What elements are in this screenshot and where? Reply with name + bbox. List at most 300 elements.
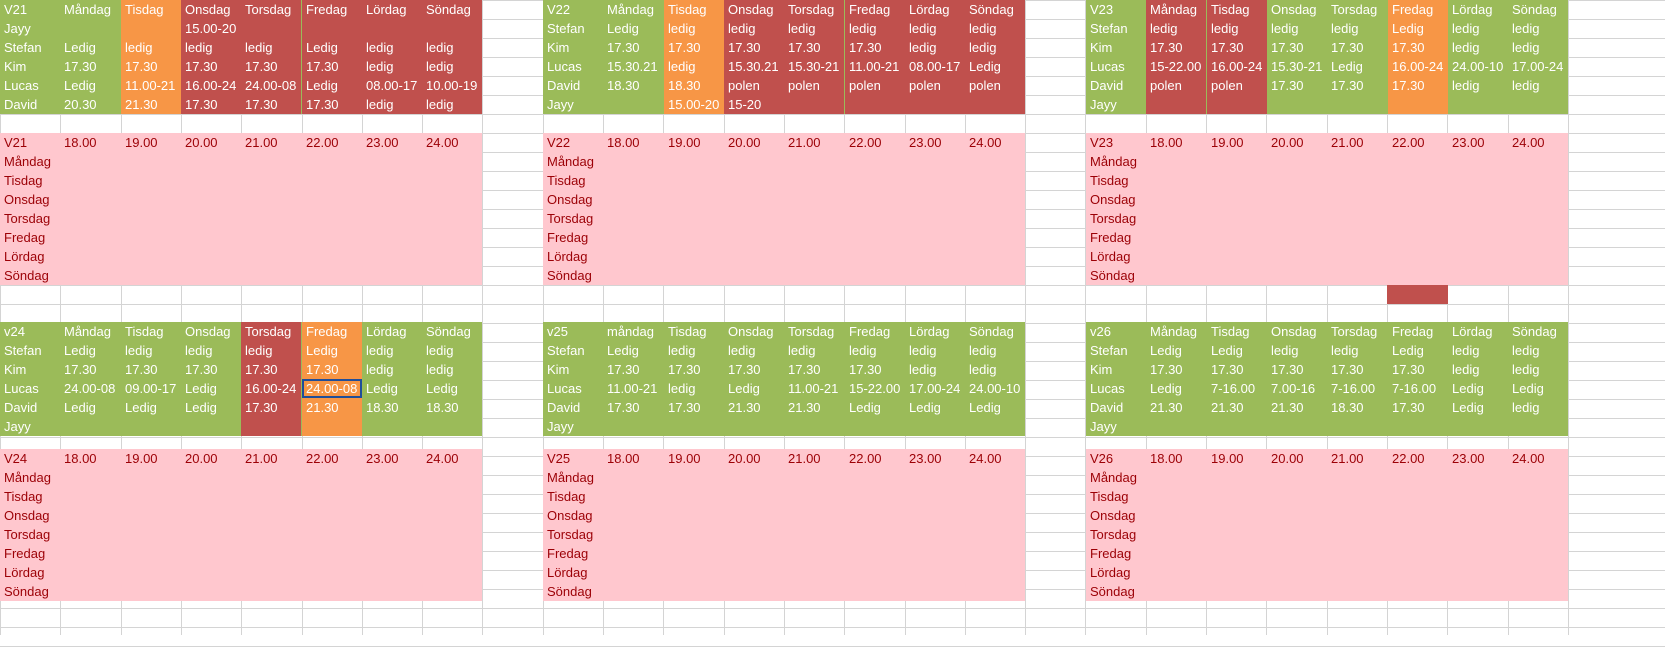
weekday-label-cell[interactable]: Tisdag [4,489,43,504]
shift-cell[interactable]: 21.30 [728,400,761,415]
selected-shift-cell[interactable]: 24.00-08 [302,379,362,398]
shift-cell[interactable]: 17.30 [185,362,218,377]
shift-cell[interactable]: ledig [245,40,273,55]
shift-cell[interactable]: 17.30 [1392,78,1425,93]
shift-cell[interactable]: ledig [1512,21,1540,36]
shift-cell[interactable]: Ledig [969,59,1001,74]
shift-cell[interactable]: ledig [849,343,877,358]
shift-cell[interactable]: 24.00-08 [64,381,116,396]
hour-header-cell[interactable]: 20.00 [185,135,218,150]
shift-cell[interactable]: ledig [185,343,213,358]
shift-cell[interactable]: 17.30 [185,59,218,74]
person-name-cell[interactable]: Kim [1090,362,1113,377]
shift-cell[interactable] [1207,417,1267,436]
day-header-cell[interactable]: Lördag [909,2,950,17]
shift-cell[interactable]: 15.00-20 [668,97,720,112]
day-header-cell[interactable]: Fredag [1392,2,1434,17]
person-name-cell[interactable]: Lucas [1090,381,1125,396]
weekday-label-cell[interactable]: Lördag [4,249,45,264]
shift-cell[interactable]: Ledig [306,40,338,55]
shift-cell[interactable]: 21.30 [788,400,821,415]
person-name-cell[interactable]: Jayy [4,21,31,36]
day-header-cell[interactable]: Fredag [849,2,891,17]
shift-cell[interactable]: 15-22.00 [849,381,901,396]
shift-cell[interactable]: ledig [909,40,937,55]
weekday-label-cell[interactable]: Måndag [1090,154,1137,169]
shift-cell[interactable]: ledig [1512,400,1540,415]
shift-cell[interactable]: ledig [1331,343,1359,358]
shift-cell[interactable] [1327,95,1387,114]
highlighted-empty-cell[interactable] [1387,285,1448,304]
weekday-label-cell[interactable]: Onsdag [4,192,50,207]
shift-cell[interactable]: 15-22.00 [1150,59,1202,74]
day-header-cell[interactable]: Måndag [607,2,654,17]
shift-cell[interactable]: 17.30 [1211,40,1244,55]
hour-week-label-cell[interactable]: V26 [1090,451,1114,466]
shift-cell[interactable]: 17.30 [1331,362,1364,377]
shift-cell[interactable] [1146,417,1206,436]
shift-cell[interactable] [60,19,120,38]
shift-cell[interactable]: ledig [426,97,454,112]
weekday-label-cell[interactable]: Torsdag [4,211,51,226]
person-name-cell[interactable]: Jayy [547,419,574,434]
shift-cell[interactable] [1508,417,1568,436]
shift-cell[interactable]: 17.30 [125,59,158,74]
shift-cell[interactable]: Ledig [1392,343,1424,358]
shift-cell[interactable]: ledig [969,362,997,377]
shift-cell[interactable]: ledig [426,343,454,358]
shift-cell[interactable] [60,417,120,436]
hour-header-cell[interactable]: 19.00 [1211,135,1244,150]
hour-header-cell[interactable]: 24.00 [426,451,459,466]
shift-cell[interactable] [241,19,301,38]
shift-cell[interactable]: 17.00-24 [1512,59,1564,74]
day-header-cell[interactable]: Torsdag [788,2,835,17]
shift-cell[interactable]: 18.30 [1331,400,1364,415]
day-header-cell[interactable]: Tisdag [125,2,164,17]
person-name-cell[interactable]: Kim [1090,40,1113,55]
hour-header-cell[interactable]: 23.00 [366,451,399,466]
hour-header-cell[interactable]: 19.00 [125,135,158,150]
shift-cell[interactable]: 18.30 [426,400,459,415]
shift-cell[interactable]: ledig [909,21,937,36]
shift-cell[interactable]: 17.30 [1392,400,1425,415]
shift-cell[interactable]: 20.30 [64,97,97,112]
shift-cell[interactable]: Ledig [1211,343,1243,358]
shift-cell[interactable] [181,417,241,436]
shift-cell[interactable]: 11.00-21 [125,78,176,93]
shift-cell[interactable]: Ledig [185,400,217,415]
day-header-cell[interactable]: Tisdag [1211,324,1250,339]
shift-cell[interactable]: 17.30 [1150,40,1183,55]
shift-cell[interactable]: 7-16.00 [1392,381,1437,396]
person-name-cell[interactable]: Kim [547,40,570,55]
person-name-cell[interactable]: David [1090,78,1124,93]
shift-cell[interactable]: ledig [185,40,213,55]
shift-cell[interactable]: ledig [125,40,153,55]
shift-cell[interactable]: ledig [366,40,394,55]
person-name-cell[interactable]: Stefan [4,343,42,358]
weekday-label-cell[interactable]: Lördag [1090,249,1131,264]
shift-cell[interactable]: 15.30.21 [728,59,779,74]
shift-cell[interactable]: Ledig [1150,381,1182,396]
shift-cell[interactable]: Ledig [64,40,96,55]
shift-cell[interactable]: 17.30 [607,362,640,377]
shift-cell[interactable]: Ledig [607,21,639,36]
weekday-label-cell[interactable]: Måndag [547,154,594,169]
weekday-label-cell[interactable]: Onsdag [4,508,50,523]
shift-cell[interactable]: Ledig [306,78,338,93]
shift-cell[interactable] [1267,95,1327,114]
shift-cell[interactable]: Ledig [1392,21,1424,36]
shift-cell[interactable]: 17.30 [306,97,339,112]
day-header-cell[interactable]: Måndag [1150,2,1197,17]
day-header-cell[interactable]: Söndag [1512,2,1557,17]
shift-cell[interactable]: 16.00-24 [185,78,237,93]
shift-cell[interactable]: 17.30 [849,362,882,377]
shift-cell[interactable]: ledig [366,97,394,112]
shift-cell[interactable] [905,95,965,114]
shift-cell[interactable]: Ledig [607,343,639,358]
shift-cell[interactable]: 15.00-20 [185,21,237,36]
shift-cell[interactable]: ledig [1512,40,1540,55]
shift-cell[interactable] [1146,95,1206,114]
shift-cell[interactable] [784,417,844,436]
day-header-cell[interactable]: Torsdag [1331,2,1378,17]
day-header-cell[interactable]: Söndag [426,2,471,17]
shift-cell[interactable]: ledig [969,21,997,36]
shift-cell[interactable]: polen [788,78,820,93]
weekday-label-cell[interactable]: Söndag [547,584,592,599]
shift-cell[interactable]: 17.30 [1331,78,1364,93]
hour-week-label-cell[interactable]: V24 [4,451,28,466]
shift-cell[interactable]: 17.30 [728,40,761,55]
shift-cell[interactable]: 18.30 [607,78,640,93]
day-header-cell[interactable]: Torsdag [245,2,292,17]
shift-cell[interactable]: 7.00-16 [1271,381,1316,396]
hour-header-cell[interactable]: 21.00 [788,135,821,150]
weekday-label-cell[interactable]: Söndag [4,268,49,283]
shift-cell[interactable] [1267,417,1327,436]
day-header-cell[interactable]: Onsdag [185,2,231,17]
day-header-cell[interactable]: Tisdag [668,2,707,17]
hour-header-cell[interactable]: 24.00 [1512,135,1545,150]
hour-week-label-cell[interactable]: V23 [1090,135,1114,150]
person-name-cell[interactable]: Kim [4,362,27,377]
day-header-cell[interactable]: Fredag [306,324,348,339]
person-name-cell[interactable]: Lucas [4,381,39,396]
shift-cell[interactable]: 17.30 [668,40,701,55]
shift-cell[interactable]: 17.30 [1331,40,1364,55]
shift-cell[interactable]: 17.30 [1392,40,1425,55]
shift-cell[interactable] [784,95,844,114]
weekday-label-cell[interactable]: Tisdag [547,489,586,504]
shift-cell[interactable] [1207,95,1267,114]
shift-cell[interactable]: 17.30 [1211,362,1244,377]
hour-header-cell[interactable]: 22.00 [306,451,339,466]
weekday-label-cell[interactable]: Söndag [1090,584,1135,599]
hour-header-cell[interactable]: 18.00 [1150,135,1183,150]
person-name-cell[interactable]: David [547,400,581,415]
shift-cell[interactable]: polen [1211,78,1243,93]
shift-cell[interactable]: 17.30 [245,400,278,415]
weekday-label-cell[interactable]: Måndag [4,154,51,169]
day-header-cell[interactable]: Lördag [366,324,407,339]
shift-cell[interactable]: ledig [909,362,937,377]
person-name-cell[interactable]: Jayy [1090,419,1117,434]
shift-cell[interactable]: ledig [969,40,997,55]
shift-cell[interactable]: 21.30 [1150,400,1183,415]
day-header-cell[interactable]: Lördag [1452,324,1493,339]
day-header-cell[interactable]: Onsdag [1271,2,1317,17]
shift-cell[interactable] [1508,95,1568,114]
weekday-label-cell[interactable]: Onsdag [1090,192,1136,207]
shift-cell[interactable]: 08.00-17 [366,78,418,93]
shift-cell[interactable]: Ledig [306,343,338,358]
shift-cell[interactable] [965,417,1025,436]
weekday-label-cell[interactable]: Måndag [1090,470,1137,485]
hour-header-cell[interactable]: 20.00 [728,451,761,466]
shift-cell[interactable] [603,417,663,436]
day-header-cell[interactable]: Onsdag [1271,324,1317,339]
shift-cell[interactable]: ledig [909,343,937,358]
hour-header-cell[interactable]: 23.00 [1452,451,1485,466]
weekday-label-cell[interactable]: Måndag [547,470,594,485]
shift-cell[interactable]: Ledig [426,381,458,396]
shift-cell[interactable]: 15.30-21 [788,59,840,74]
person-name-cell[interactable]: Lucas [547,59,582,74]
shift-cell[interactable]: ledig [366,362,394,377]
shift-cell[interactable]: 7-16.00 [1211,381,1256,396]
shift-cell[interactable]: 17.30 [607,400,640,415]
shift-cell[interactable]: ledig [1512,343,1540,358]
shift-cell[interactable]: 17.30 [1271,362,1304,377]
weekday-label-cell[interactable]: Torsdag [547,211,594,226]
day-header-cell[interactable]: Söndag [969,324,1014,339]
weekday-label-cell[interactable]: Fredag [1090,230,1132,245]
day-header-cell[interactable]: Onsdag [728,2,774,17]
shift-cell[interactable]: polen [909,78,941,93]
weekday-label-cell[interactable]: Tisdag [1090,173,1129,188]
hour-header-cell[interactable]: 18.00 [607,135,640,150]
day-header-cell[interactable]: Fredag [306,2,348,17]
hour-header-cell[interactable]: 22.00 [306,135,339,150]
day-header-cell[interactable]: Onsdag [185,324,231,339]
shift-cell[interactable]: ledig [366,59,394,74]
person-name-cell[interactable]: Jayy [1090,97,1117,112]
shift-cell[interactable]: Ledig [185,381,217,396]
hour-header-cell[interactable]: 19.00 [668,451,701,466]
shift-cell[interactable]: polen [849,78,881,93]
shift-cell[interactable]: Ledig [969,400,1001,415]
weekday-label-cell[interactable]: Söndag [4,584,49,599]
weekday-label-cell[interactable]: Söndag [547,268,592,283]
shift-cell[interactable]: ledig [426,40,454,55]
person-name-cell[interactable]: David [547,78,581,93]
shift-cell[interactable]: 21.30 [125,97,158,112]
hour-header-cell[interactable]: 18.00 [1150,451,1183,466]
shift-cell[interactable] [845,95,905,114]
shift-cell[interactable]: ledig [849,21,877,36]
shift-cell[interactable]: ledig [788,21,816,36]
day-header-cell[interactable]: Lördag [909,324,950,339]
shift-cell[interactable]: Ledig [1331,59,1363,74]
shift-cell[interactable] [121,417,181,436]
person-name-cell[interactable]: Lucas [547,381,582,396]
shift-cell[interactable] [724,417,784,436]
day-header-cell[interactable]: Måndag [64,324,111,339]
hour-header-cell[interactable]: 21.00 [1331,451,1364,466]
hour-header-cell[interactable]: 20.00 [1271,135,1304,150]
hour-header-cell[interactable]: 20.00 [185,451,218,466]
weekday-label-cell[interactable]: Lördag [547,249,588,264]
shift-cell[interactable]: Ledig [64,343,96,358]
shift-cell[interactable]: ledig [245,343,273,358]
weekday-label-cell[interactable]: Tisdag [1090,489,1129,504]
person-name-cell[interactable]: Kim [547,362,570,377]
hour-header-cell[interactable]: 23.00 [366,135,399,150]
person-name-cell[interactable]: Stefan [1090,21,1128,36]
hour-header-cell[interactable]: 23.00 [909,135,942,150]
person-name-cell[interactable]: Stefan [1090,343,1128,358]
shift-cell[interactable] [603,95,663,114]
hour-week-label-cell[interactable]: V25 [547,451,571,466]
shift-cell[interactable]: 17.30 [728,362,761,377]
weekday-label-cell[interactable]: Fredag [4,546,46,561]
shift-cell[interactable]: 17.30 [1271,40,1304,55]
shift-cell[interactable]: 17.30 [245,362,278,377]
shift-cell[interactable]: ledig [1452,362,1480,377]
hour-header-cell[interactable]: 23.00 [909,451,942,466]
day-header-cell[interactable]: Torsdag [245,324,292,339]
shift-cell[interactable]: 17.30 [245,59,278,74]
hour-header-cell[interactable]: 21.00 [245,135,278,150]
shift-cell[interactable]: 18.30 [366,400,399,415]
person-name-cell[interactable]: David [4,97,38,112]
shift-cell[interactable]: 24.00-10 [1452,59,1504,74]
weekday-label-cell[interactable]: Onsdag [547,508,593,523]
shift-cell[interactable] [302,417,362,436]
shift-cell[interactable]: ledig [1271,21,1299,36]
shift-cell[interactable]: 17.30 [1392,362,1425,377]
shift-cell[interactable]: ledig [728,21,756,36]
shift-cell[interactable]: 08.00-17 [909,59,961,74]
hour-header-cell[interactable]: 23.00 [1452,135,1485,150]
shift-cell[interactable]: 17.30 [607,40,640,55]
week-label-cell[interactable]: V22 [547,2,571,17]
hour-header-cell[interactable]: 24.00 [1512,451,1545,466]
weekday-label-cell[interactable]: Fredag [547,230,589,245]
shift-cell[interactable]: 24.00-10 [969,381,1021,396]
hour-header-cell[interactable]: 19.00 [1211,451,1244,466]
day-header-cell[interactable]: Lördag [366,2,407,17]
shift-cell[interactable]: ledig [1150,21,1178,36]
hour-week-label-cell[interactable]: V21 [4,135,28,150]
shift-cell[interactable]: ledig [668,59,696,74]
shift-cell[interactable]: 11.00-21 [607,381,658,396]
day-header-cell[interactable]: Torsdag [1331,324,1378,339]
shift-cell[interactable]: 18.30 [668,78,701,93]
day-header-cell[interactable]: Onsdag [728,324,774,339]
weekday-label-cell[interactable]: Torsdag [1090,211,1137,226]
shift-cell[interactable]: polen [969,78,1001,93]
day-header-cell[interactable]: Söndag [969,2,1014,17]
shift-cell[interactable]: ledig [668,21,696,36]
shift-cell[interactable]: 15.30-21 [1271,59,1323,74]
shift-cell[interactable]: ledig [1452,78,1480,93]
shift-cell[interactable]: 21.30 [1271,400,1304,415]
shift-cell[interactable] [1388,417,1448,436]
shift-cell[interactable]: ledig [1271,343,1299,358]
shift-cell[interactable]: 15.30.21 [607,59,658,74]
weekday-label-cell[interactable]: Onsdag [547,192,593,207]
shift-cell[interactable] [362,417,422,436]
shift-cell[interactable]: Ledig [125,400,157,415]
weekday-label-cell[interactable]: Torsdag [1090,527,1137,542]
hour-header-cell[interactable]: 22.00 [1392,135,1425,150]
shift-cell[interactable] [422,19,482,38]
person-name-cell[interactable]: Stefan [547,343,585,358]
hour-header-cell[interactable]: 20.00 [1271,451,1304,466]
person-name-cell[interactable]: Stefan [547,21,585,36]
shift-cell[interactable]: ledig [1452,343,1480,358]
weekday-label-cell[interactable]: Lördag [1090,565,1131,580]
hour-week-label-cell[interactable]: V22 [547,135,571,150]
shift-cell[interactable]: 17.30 [306,362,339,377]
shift-cell[interactable]: 11.00-21 [788,381,839,396]
weekday-label-cell[interactable]: Söndag [1090,268,1135,283]
day-header-cell[interactable]: Tisdag [125,324,164,339]
weekday-label-cell[interactable]: Måndag [4,470,51,485]
weekday-label-cell[interactable]: Fredag [547,546,589,561]
person-name-cell[interactable]: Jayy [547,97,574,112]
shift-cell[interactable]: Ledig [1452,400,1484,415]
week-label-cell[interactable]: V23 [1090,2,1114,17]
hour-header-cell[interactable]: 21.00 [245,451,278,466]
shift-cell[interactable]: 17.00-24 [909,381,961,396]
shift-cell[interactable]: ledig [1512,78,1540,93]
shift-cell[interactable]: 17.30 [306,59,339,74]
shift-cell[interactable]: ledig [668,381,696,396]
shift-cell[interactable]: ledig [1452,40,1480,55]
day-header-cell[interactable]: Tisdag [1211,2,1250,17]
week-label-cell[interactable]: v26 [1090,324,1111,339]
shift-cell[interactable]: 15-20 [728,97,762,112]
hour-header-cell[interactable]: 21.00 [1331,135,1364,150]
person-name-cell[interactable]: Lucas [1090,59,1125,74]
person-name-cell[interactable]: David [1090,400,1124,415]
weekday-label-cell[interactable]: Torsdag [4,527,51,542]
shift-cell[interactable] [241,417,301,436]
shift-cell[interactable] [302,19,362,38]
shift-cell[interactable] [121,19,181,38]
week-label-cell[interactable]: V21 [4,2,28,17]
week-label-cell[interactable]: v24 [4,324,25,339]
shift-cell[interactable] [664,417,724,436]
shift-cell[interactable]: 09.00-17 [125,381,177,396]
shift-cell[interactable] [1388,95,1448,114]
shift-cell[interactable]: ledig [1331,21,1359,36]
shift-cell[interactable]: Ledig [1150,343,1182,358]
hour-header-cell[interactable]: 19.00 [125,451,158,466]
shift-cell[interactable]: 7-16.00 [1331,381,1376,396]
hour-header-cell[interactable]: 22.00 [849,135,882,150]
shift-cell[interactable]: ledig [366,343,394,358]
hour-header-cell[interactable]: 18.00 [607,451,640,466]
hour-header-cell[interactable]: 22.00 [1392,451,1425,466]
shift-cell[interactable]: 17.30 [849,40,882,55]
shift-cell[interactable]: ledig [969,343,997,358]
